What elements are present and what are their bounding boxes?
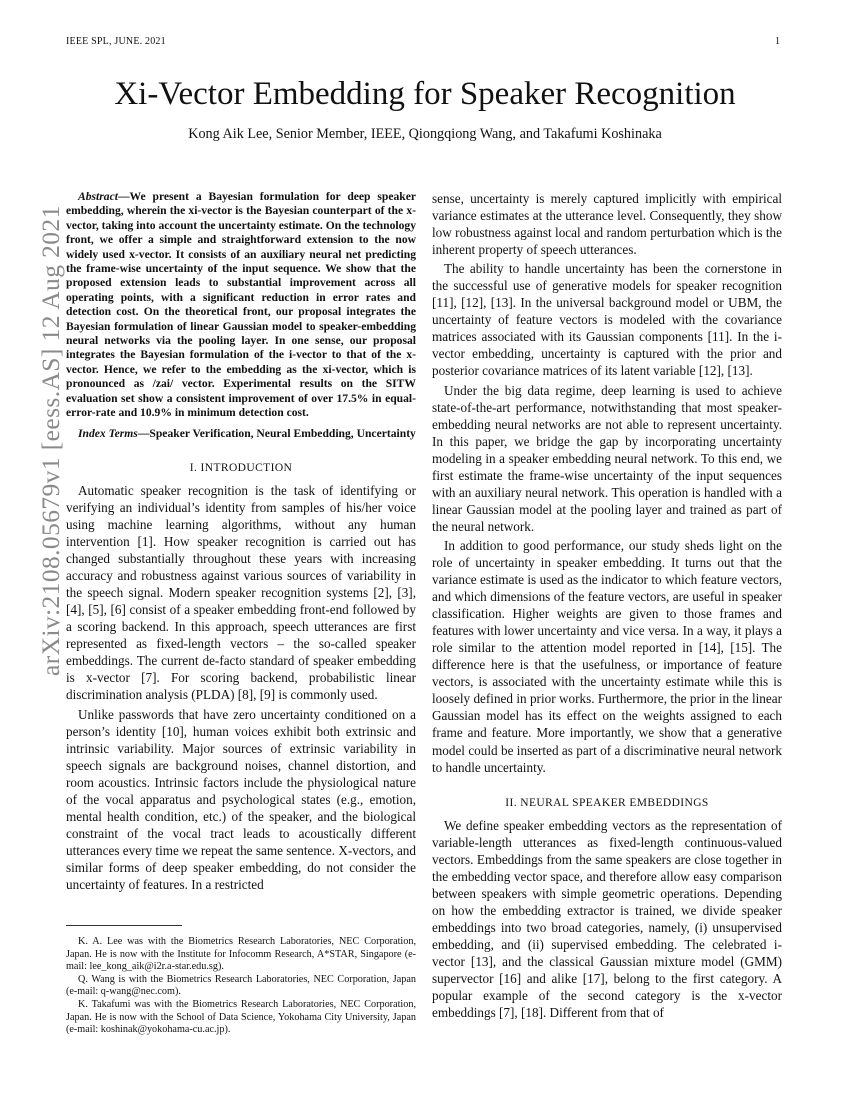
intro-paragraph-5: In addition to good performance, our study sheds light on the role of uncertainty in speaker embedding. It turns out that the variance estimate is used as the indicator to which feature vectors, and which dimensions of the feature vectors, are useful in speaker classification. Higher weights are given to those frames and features with lower uncertainty and vice versa. In a way, it plays a role similar to the attention model reported in [14], [15]. The difference here is that the usefulness, or importance of feature vectors, is associated with the uncertainty estimate while this is loosely defined in prior works. Furthermore, the prior in the linear Gaussian model has its effect on the weights assigned to each frame and feature. More importantly, we show that a generative model could be inserted as part of a discriminative neural network to handle uncertainty. [432,537,782,775]
footnote-lee: K. A. Lee was with the Biometrics Research Laboratories, NEC Corporation, Japan. He is now with the Institute for Infocomm Research, A*STAR, Singapore (e-mail: lee_kong_aik@i2r.a-star.edu.sg). [66,936,416,973]
footnote-koshinaka: K. Takafumi was with the Biometrics Research Laboratories, NEC Corporation, Japan. He is now with the School of Data Science, Yokohama City University, Japan (e-mail: koshinak@yokohama-cu.ac.jp). [66,998,416,1036]
index-terms [66,427,416,441]
footnotes [66,925,416,1037]
right-column [432,190,782,1021]
running-head: IEEE SPL, JUNE. 2021 [66,36,166,47]
footnote-wang: Q. Wang is with the Biometrics Research Laboratories, NEC Corporation, Japan (e-mail: q-wang@nec.com). [66,973,416,998]
author-list: Kong Aik Lee, Senior Member, IEEE, Qiongqiong Wang, and Takafumi Koshinaka [188,126,662,142]
page-number: 1 [775,36,780,47]
abstract [66,190,416,421]
paper-title: Xi-Vector Embedding for Speaker Recognition [114,76,736,112]
abstract-text: —We present a Bayesian formulation for deep speaker embedding, wherein the xi-vector is the Bayesian counterpart of the x-vector, taking into account the uncertainty estimate. On the technology front, we offer a simple and straightforward extension to the now widely used x-vector. It consists of an auxiliary neural net predicting the frame-wise uncertainty of the input sequence. We show that the proposed extension leads to substantial improvement across all operating points, with a significant reduction in error rates and detection cost. On the theoretical front, our proposal integrates the Bayesian formulation of linear Gaussian model to speaker-embedding neural networks via the pooling layer. In one sense, our proposal integrates the Bayesian formulation of the i-vector to that of the x-vector. Hence, we refer to the embedding as the xi-vector, which is pronounced as /zai/ vector. Experimental results on the SITW evaluation set show a consistent improvement of over 17.5% in equal-error-rate and 10.9% in minimum detection cost. [66,190,416,420]
arxiv-sidebar-stamp: arXiv:2108.05679v1 [eess.AS] 12 Aug 2021 [36,205,65,676]
intro-paragraph-2-continued: sense, uncertainty is merely captured implicitly with empirical variance estimates at the utterance level. Consequently, they show low robustness against local and random perturbation which is the inherent property of speech utterances. [432,191,782,258]
footnote-rule [66,925,182,926]
section-heading-neural-speaker-embeddings: II. NEURAL SPEAKER EMBEDDINGS [505,796,709,809]
index-terms-text: —Speaker Verification, Neural Embedding, Uncertainty [137,426,416,440]
index-terms-label: Index Terms [78,426,138,440]
neural-paragraph-1: We define speaker embedding vectors as the representation of variable-length utterances as fixed-length continuous-valued vectors. Embeddings from the same speakers are close together in the embedding vector space, and therefore allow easy comparison between speakers with simple geometric operations. Depending on how the embedding extractor is trained, we divide speaker embeddings into two broad categories, namely, (i) unsupervised embedding, and (ii) supervised embedding. The celebrated i-vector [13], and the classical Gaussian mixture model (GMM) supervector [16] and alike [17], belong to the first category. A popular example of the second category is the x-vector embeddings [7], [18]. Different from that of [432,817,782,1021]
intro-paragraph-2: Unlike passwords that have zero uncertainty conditioned on a person’s identity [10], human voices exhibit both extrinsic and intrinsic variability. Major sources of extrinsic variability in speech signals are background noises, channel distortion, and room acoustics. Intrinsic factors include the physiological nature of the vocal apparatus and psychological states (e.g., emotion, mental health condition, etc.) of the speaker, and the biological constraint of the vocal tract leads to acoustically different utterances every time we repeat the same sentence. X-vectors, and similar forms of deep speaker embedding, do not consider the uncertainty of features. In a restricted [66,706,416,892]
intro-paragraph-1: Automatic speaker recognition is the task of identifying or verifying an individual’s identity from samples of his/her voice using machine learning algorithms, without any human intervention [1]. How speaker recognition is carried out has changed substantially throughout these years with increasing accuracy and robustness against various sources of variability in the speech signal. Modern speaker recognition systems [2], [3], [4], [5], [6] consist of a speaker embedding front-end followed by a scoring backend. In this approach, speech utterances are first represented as fixed-length vectors – the so-called speaker embeddings. The current de-facto standard of speaker embedding is x-vector [7]. For scoring backend, probabilistic linear discrimination analysis (PLDA) [8], [9] is commonly used. [66,482,416,703]
intro-paragraph-4: Under the big data regime, deep learning is used to achieve state-of-the-art performance, notwithstanding that most speaker-embedding neural networks are not able to represent uncertainty. In this paper, we bridge the gap by incorporating uncertainty modeling in a speaker embedding neural network. To this end, we first estimate the frame-wise uncertainty of the input sequences with an auxiliary neural network. This operation is handled with a linear Gaussian model at the pooling layer and trained as part of the neural network. [432,382,782,534]
section-heading-introduction: I. INTRODUCTION [189,461,293,474]
intro-paragraph-3: The ability to handle uncertainty has been the cornerstone in the successful use of generative models for speaker recognition [11], [12], [13]. In the universal background model or UBM, the uncertainty of feature vectors is modeled with the covariance matrices associated with its Gaussian components [11]. In the i-vector embedding, uncertainty is captured with the prior and posterior covariance matrices of its latent variable [12], [13]. [432,261,782,379]
abstract-label: Abstract [78,190,118,203]
left-column [66,190,416,893]
